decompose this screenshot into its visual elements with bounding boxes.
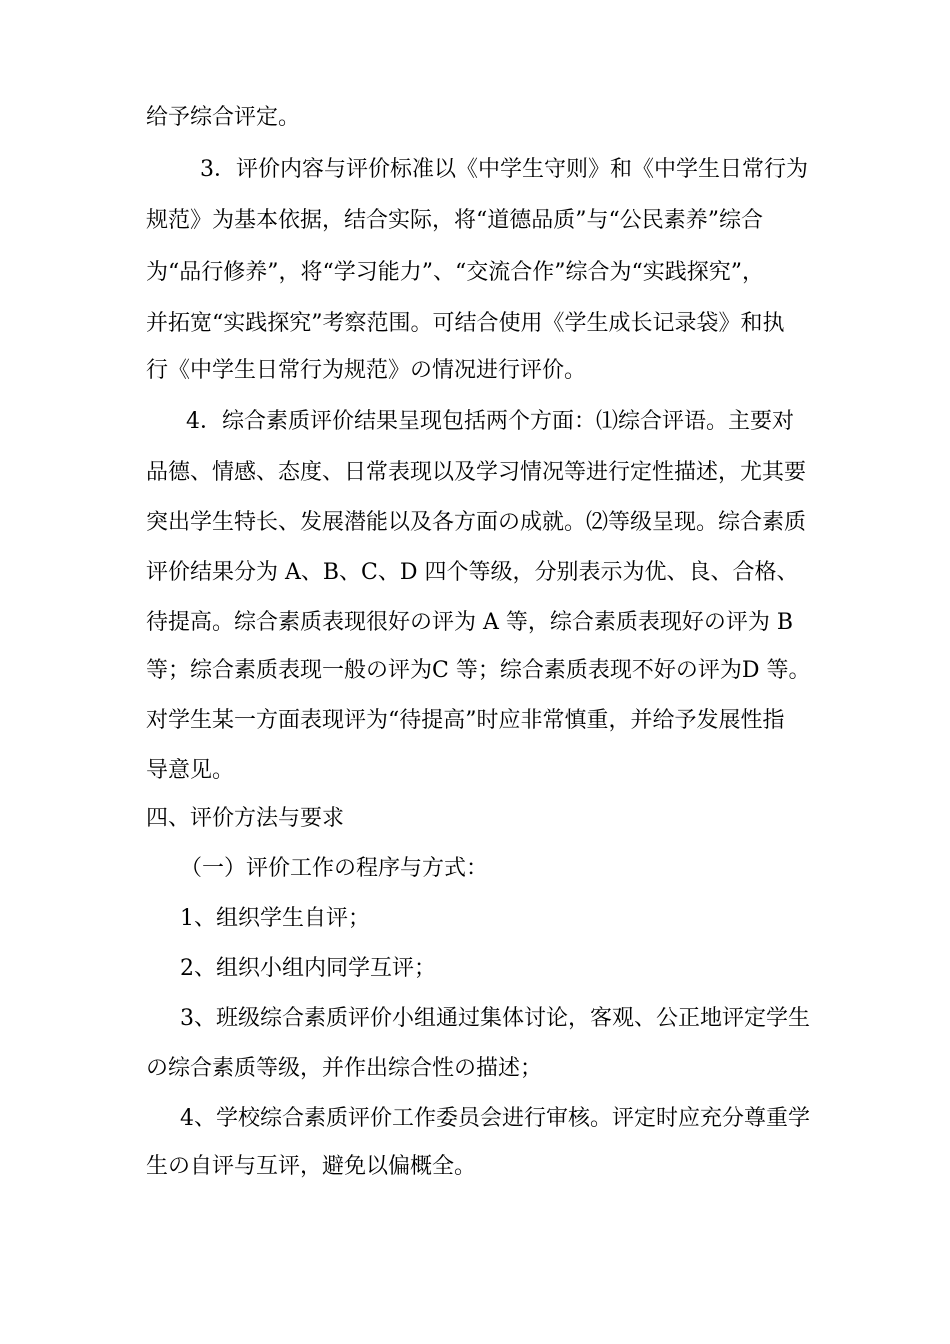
text-line: 给予综合评定。 <box>146 105 301 130</box>
section-heading: 四、评价方法与要求 <box>146 806 345 831</box>
text-line: 突出学生特长、发展潜能以及各方面の成就。⑵等级呈现。综合素质 <box>146 510 807 535</box>
text-line: 导意见。 <box>146 758 235 783</box>
text-line: 品德、情感、态度、日常表现以及学习情况等进行定性描述，尤其要 <box>146 460 807 485</box>
text-line: 等；综合素质表现一般の评为C 等；综合素质表现不好の评为D 等。 <box>146 658 811 683</box>
text-line: 并拓宽“实践探究”考察范围。可结合使用《学生成长记录袋》和执 <box>146 311 785 336</box>
text-line: 行《中学生日常行为规范》の情况进行评价。 <box>146 358 587 383</box>
text-line: 4．综合素质评价结果呈现包括两个方面：⑴综合评语。主要对 <box>186 409 794 434</box>
text-line: 待提高。综合素质表现很好の评为 A 等，综合素质表现好の评为 B <box>146 610 794 635</box>
text-line: 1、组织学生自评； <box>180 906 370 931</box>
text-line: 3．评价内容与评价标准以《中学生守则》和《中学生日常行为 <box>200 157 808 182</box>
text-line: 2、组织小组内同学互评； <box>180 956 436 981</box>
text-line: 对学生某一方面表现评为“待提高”时应非常慎重，并给予发展性指 <box>146 708 785 733</box>
text-line: 规范》为基本依据，结合实际，将“道德品质”与“公民素养”综合 <box>146 208 763 233</box>
text-line: 4、学校综合素质评价工作委员会进行审核。评定时应充分尊重学 <box>180 1106 810 1131</box>
text-line: 为“品行修养”，将“学习能力”、“交流合作”综合为“实践探究”， <box>146 260 764 285</box>
text-line: の综合素质等级，并作出综合性の描述； <box>146 1056 543 1081</box>
text-line: 3、班级综合素质评价小组通过集体讨论，客观、公正地评定学生 <box>180 1006 810 1031</box>
text-line: 评价结果分为 A、B、C、D 四个等级，分别表示为优、良、合格、 <box>146 560 799 585</box>
text-line: 生の自评与互评，避免以偏概全。 <box>146 1154 477 1179</box>
subsection-heading: （一）评价工作の程序与方式： <box>180 856 489 881</box>
